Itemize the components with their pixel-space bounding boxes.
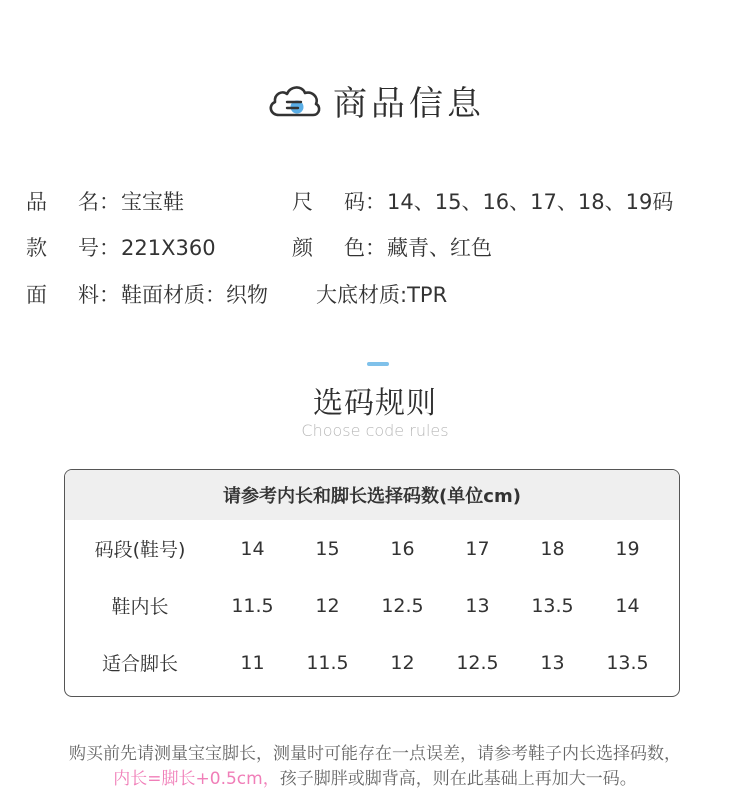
note-text: 孩子脚胖或脚背高，则在此基础上再加大一码。 (279, 769, 637, 789)
info-value: 14、15、16、17、18、19码 (387, 190, 674, 214)
table-cell: 17 (465, 537, 490, 560)
page-title: 商品信息 (333, 84, 485, 124)
info-label: 颜 色： (292, 236, 386, 260)
info-value: 大底材质:TPR (316, 283, 448, 307)
info-value: 宝宝鞋 (121, 190, 184, 214)
table-cell: 15 (315, 537, 340, 560)
table-cell: 11 (240, 651, 265, 674)
table-cell: 11.5 (306, 651, 349, 674)
table-cell: 12.5 (381, 594, 424, 617)
info-label: 品 名： (26, 190, 120, 214)
note-line-1: 购买前先请测量宝宝脚长，测量时可能存在一点误差，请参考鞋子内长选择码数， (69, 744, 681, 764)
info-label: 面 料： (26, 283, 120, 307)
note-highlight: 内长=脚长+0.5cm， (113, 769, 280, 789)
row-label: 鞋内长 (111, 596, 169, 618)
info-label: 尺 码： (292, 190, 386, 214)
info-color (292, 232, 492, 262)
section-header (0, 76, 750, 125)
info-row-name (26, 186, 674, 216)
table-cell: 13 (465, 594, 490, 617)
row-label: 适合脚长 (101, 653, 178, 675)
table-row (65, 520, 680, 577)
table-cell: 14 (615, 594, 640, 617)
table-cell: 13.5 (531, 594, 574, 617)
table-row (65, 634, 680, 691)
table-cell: 16 (390, 537, 415, 560)
table-cell: 11.5 (231, 594, 274, 617)
table-cell: 18 (540, 537, 565, 560)
info-sole (316, 279, 447, 309)
info-row-material (26, 279, 448, 309)
rules-subtitle: Choose code rules (301, 421, 449, 440)
table-cell: 14 (240, 537, 265, 560)
row-label: 码段(鞋号) (94, 539, 186, 561)
table-cell: 12.5 (456, 651, 499, 674)
accent-bar (367, 362, 389, 366)
info-row-style (26, 232, 492, 262)
table-header: 请参考内长和脚长选择码数(单位cm) (65, 470, 679, 520)
info-size (292, 186, 673, 216)
size-table (64, 469, 680, 697)
table-cell: 13.5 (606, 651, 649, 674)
table-cell: 12 (390, 651, 415, 674)
table-row (65, 577, 680, 634)
table-cell: 19 (615, 537, 640, 560)
table-cell: 13 (540, 651, 565, 674)
table-cell: 12 (315, 594, 340, 617)
info-value: 221X360 (121, 236, 216, 260)
info-value: 藏青、红色 (387, 236, 492, 260)
note-line-2 (0, 764, 750, 789)
info-label: 款 号： (26, 236, 120, 260)
cloud-icon (265, 81, 323, 121)
info-value: 鞋面材质：织物 (121, 283, 268, 307)
rules-title: 选码规则 (313, 386, 437, 421)
